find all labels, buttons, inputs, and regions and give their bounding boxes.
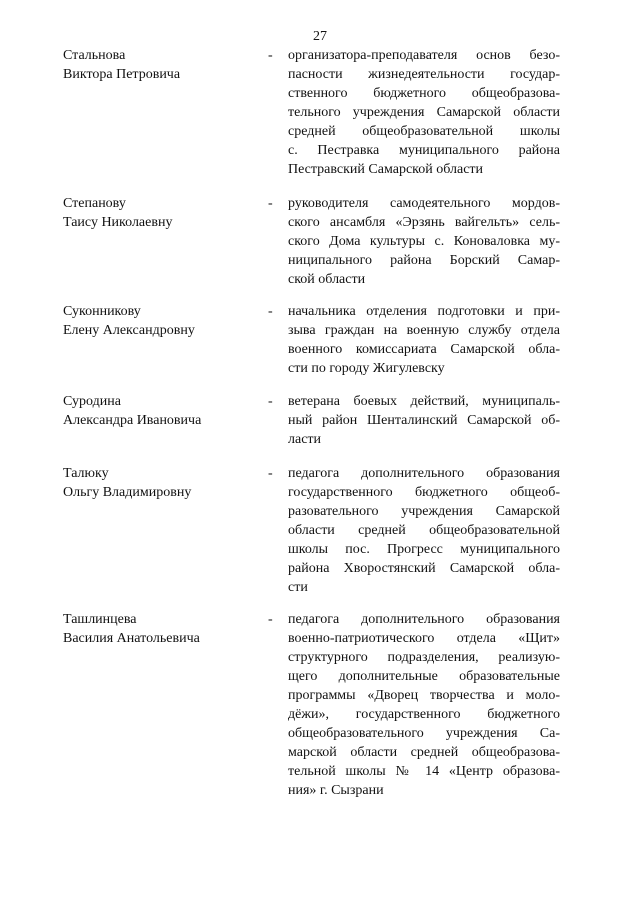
desc-line: начальника отделения подготовки и при- [288,304,560,319]
desc-line: программы «Дворец творчества и моло- [288,688,560,703]
dash-separator: - [268,466,273,481]
desc-line: общеобразовательного учреждения Са- [288,726,560,741]
desc-line: разовательного учреждения Самарской [288,504,560,519]
person-name [63,194,253,232]
desc-line: руководителя самодеятельного мордов- [288,196,560,211]
name-line: Талюку [63,466,109,481]
name-line: Елену Александровну [63,323,195,338]
person-name [63,302,253,340]
desc-line: области средней общеобразовательной [288,523,560,538]
desc-line: ласти [288,432,322,447]
name-line: Степанову [63,196,126,211]
name-line: Таису Николаевну [63,215,173,230]
desc-line: педагога дополнительного образования [288,612,560,627]
desc-line: Пестравский Самарской области [288,162,484,177]
position-description [288,194,560,289]
desc-line: военно-патриотического отдела «Щит» [288,631,560,646]
desc-line: с. Пестравка муниципального района [288,143,560,158]
desc-line: дёжи», государственного бюджетного [288,707,560,722]
name-line: Виктора Петровича [63,67,181,82]
name-line: Суродина [63,394,121,409]
desc-line: зыва граждан на военную службу отдела [288,323,560,338]
name-line: Ташлинцева [63,612,137,627]
name-line: Александра Ивановича [63,413,202,428]
desc-line: сти по городу Жигулевску [288,361,445,376]
person-name [63,392,253,430]
person-name [63,46,253,84]
desc-line: ниципального района Борский Самар- [288,253,560,268]
desc-line: структурного подразделения, реализую- [288,650,560,665]
desc-line: ской области [288,272,366,287]
person-name [63,610,253,648]
desc-line: тельного учреждения Самарской области [288,105,560,120]
desc-line: щего дополнительные образовательные [288,669,560,684]
desc-line: ственного бюджетного общеобразова- [288,86,560,101]
desc-line: педагога дополнительного образования [288,466,560,481]
desc-line: ный район Шенталинский Самарской об- [288,413,560,428]
position-description [288,392,560,449]
position-description [288,302,560,378]
page-number: 27 [313,29,327,44]
name-line: Суконникову [63,304,141,319]
desc-line: государственного бюджетного общеоб- [288,485,560,500]
dash-separator: - [268,612,273,627]
dash-separator: - [268,304,273,319]
position-description [288,610,560,800]
desc-line: ского Дома культуры с. Коноваловка му- [288,234,560,249]
desc-line: пасности жизнедеятельности государ- [288,67,560,82]
desc-line: военного комиссариата Самарской обла- [288,342,560,357]
desc-line: ветерана боевых действий, муниципаль- [288,394,560,409]
name-line: Ольгу Владимировну [63,485,192,500]
dash-separator: - [268,48,273,63]
person-name [63,464,253,502]
position-description [288,464,560,597]
desc-line: школы пос. Прогресс муниципального [288,542,560,557]
desc-line: ния» г. Сызрани [288,783,384,798]
desc-line: средней общеобразовательной школы [288,124,560,139]
desc-line: организатора-преподавателя основ безо- [288,48,560,63]
desc-line: тельной школы № 14 «Центр образова- [288,764,560,779]
name-line: Василия Анатольевича [63,631,200,646]
desc-line: марской области средней общеобразова- [288,745,560,760]
desc-line: ского ансамбля «Эрзянь вайгельть» сель- [288,215,560,230]
desc-line: сти [288,580,308,595]
position-description [288,46,560,179]
dash-separator: - [268,196,273,211]
dash-separator: - [268,394,273,409]
desc-line: района Хворостянский Самарской обла- [288,561,560,576]
name-line: Стальнова [63,48,126,63]
